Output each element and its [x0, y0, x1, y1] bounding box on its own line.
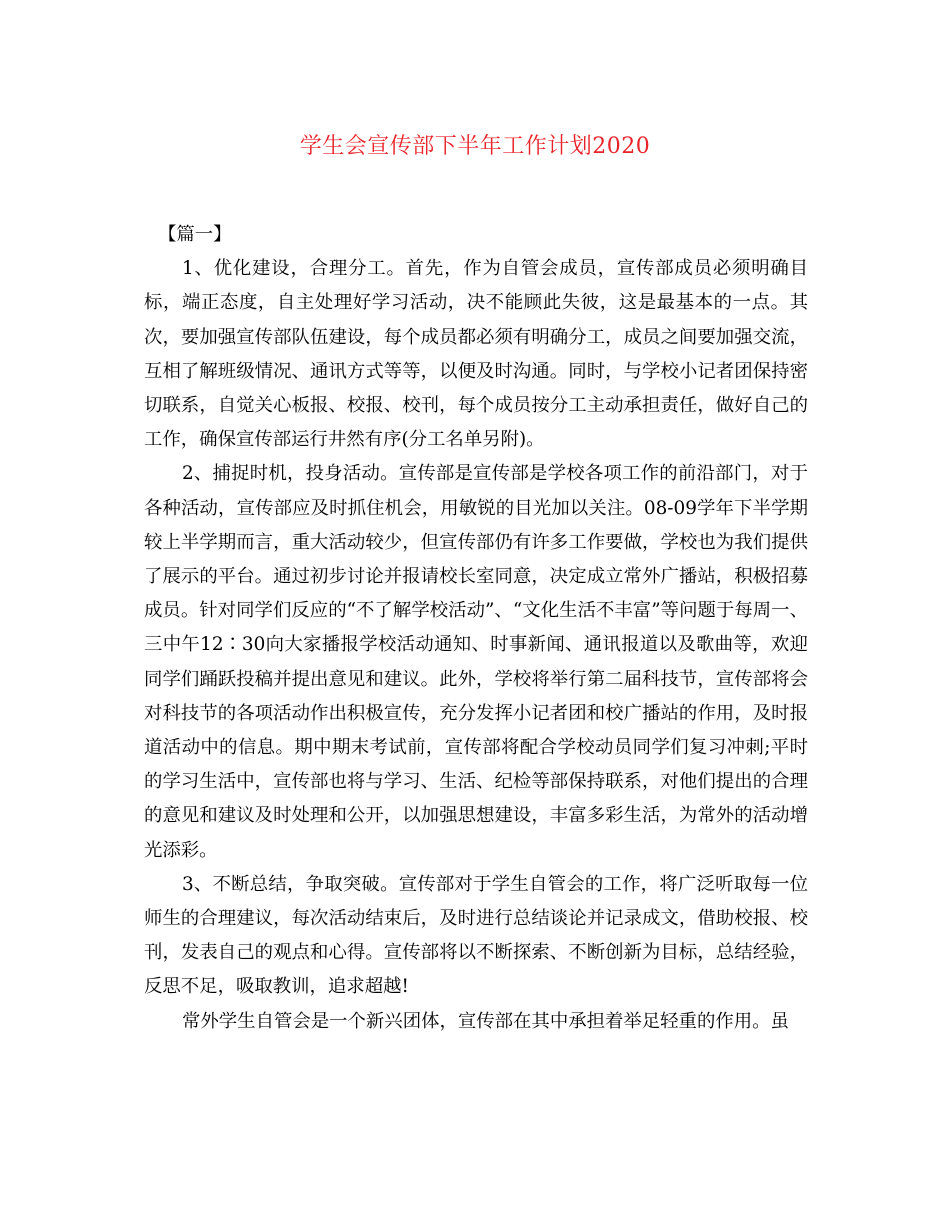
paragraph-4: 常外学生自管会是一个新兴团体，宣传部在其中承担着举足轻重的作用。虽	[182, 1010, 789, 1032]
paragraph-1: 1、优化建设，合理分工。首先，作为自管会成员，宣传部成员必须明确目标，端正态度，自主处理好学习活动，决不能顾此失彼，这是最基本的一点。其次，要加强宣传部队伍建设，每个成员都必须有明确分工，成员之间要加强交流，互相了解班级情况、通讯方式等等，以便及时沟通。同时，与学校小记者团保持密切联系，自觉关心板报、校报、校刊，每个成员按分工主动承担责任，做好自己的工作，确保宣传部运行井然有序(分工名单另附)。	[144, 258, 808, 451]
paragraph-3: 3、不断总结，争取突破。宣传部对于学生自管会的工作，将广泛听取每一位师生的合理建议，每次活动结束后，及时进行总结谈论并记录成文，借助校报、校刊，发表自己的观点和心得。宣传部将以不断探索、不断创新为目标，总结经验，反思不足，吸取教训，追求超越!	[144, 873, 808, 998]
section-label: 【篇一】	[158, 224, 232, 245]
document-body	[144, 218, 808, 1039]
document-title: 学生会宣传部下半年工作计划2020	[299, 134, 651, 159]
paragraph-2: 2、捕捉时机，投身活动。宣传部是宣传部是学校各项工作的前沿部门，对于各种活动，宣传部应及时抓住机会，用敏锐的目光加以关注。08-09学年下半学期较上半学期而言，重大活动较少，但宣传部仍有许多工作要做，学校也为我们提供了展示的平台。通过初步讨论并报请校长室同意，决定成立常外广播站，积极招募成员。针对同学们反应的“不了解学校活动”、“文化生活不丰富”等问题于每周一、三中午12∶30向大家播报学校活动通知、时事新闻、通讯报道以及歌曲等，欢迎同学们踊跃投稿并提出意见和建议。此外，学校将举行第二届科技节，宣传部将会对科技节的各项活动作出积极宣传，充分发挥小记者团和校广播站的作用，及时报道活动中的信息。期中期末考试前，宣传部将配合学校动员同学们复习冲刺;平时的学习生活中，宣传部也将与学习、生活、纪检等部保持联系，对他们提出的合理的意见和建议及时处理和公开，以加强思想建设，丰富多彩生活，为常外的活动增光添彩。	[144, 463, 808, 861]
